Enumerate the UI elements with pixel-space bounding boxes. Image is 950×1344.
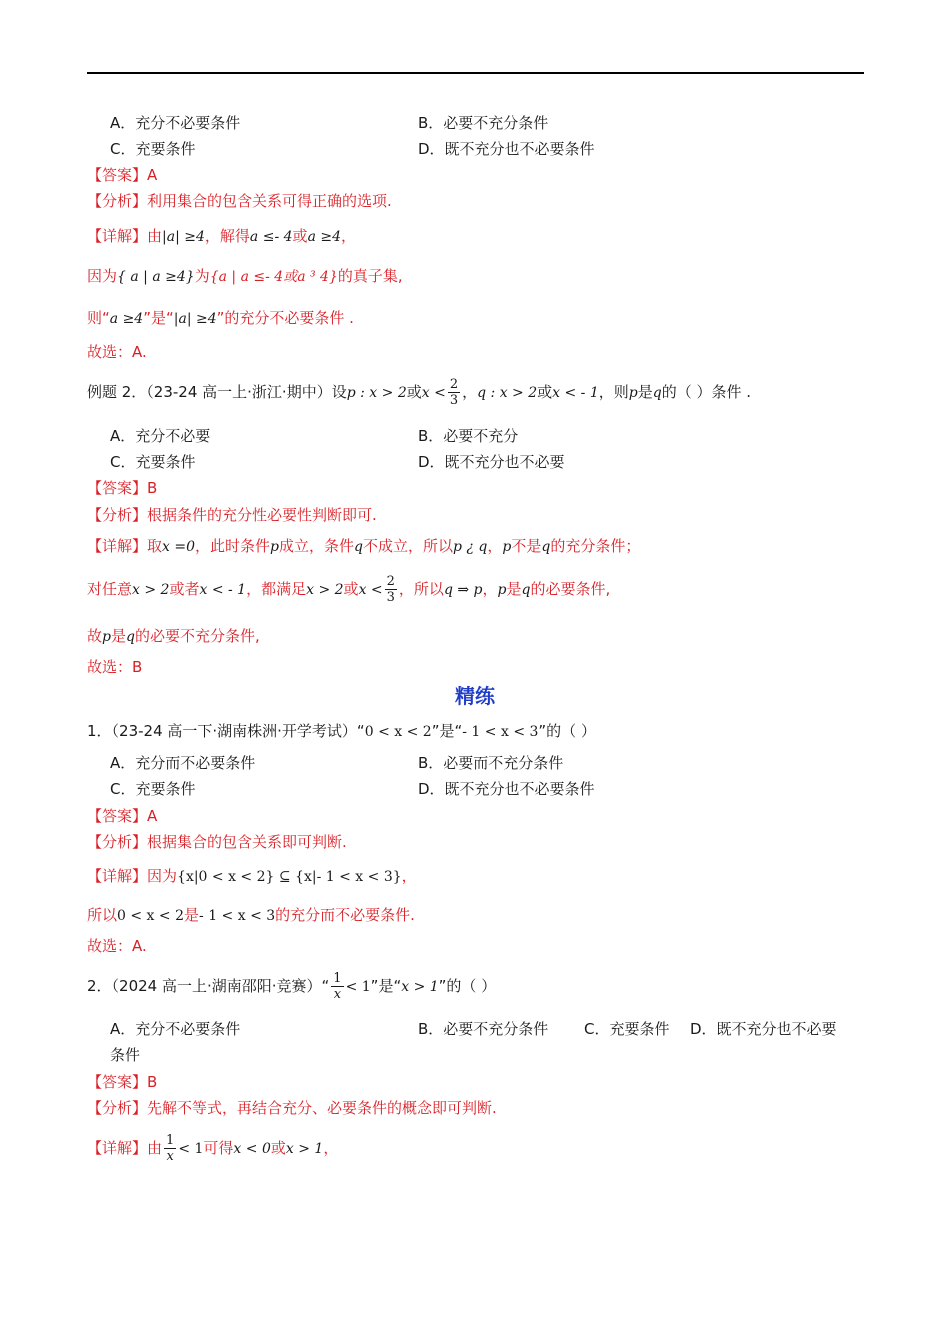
option-d: D．既不充分也不必要条件: [418, 140, 595, 158]
math-expr: q: [521, 582, 531, 598]
question-2-stem: [87, 966, 496, 1007]
detail-line: [87, 226, 356, 247]
detail-label: 【详解】: [87, 227, 148, 245]
detail-text: 或: [343, 580, 359, 598]
analysis-line: 【分析】利用集合的包含关系可得正确的选项.: [87, 192, 392, 210]
detail-text: ”是“: [143, 309, 174, 327]
math-expr: x < 0: [233, 1141, 271, 1157]
stem-text: ”是“: [431, 722, 463, 740]
answer-line: 【答案】A: [87, 166, 158, 184]
stem-text: ”的（ ）: [438, 977, 497, 995]
math-expr: p: [497, 582, 507, 598]
fraction-denominator: x: [333, 987, 342, 1002]
fraction: [385, 574, 397, 605]
detail-text: ，: [341, 227, 357, 245]
detail-text: 是: [184, 906, 200, 924]
stem-text: 2．（2024 高一上·湖南邵阳·竞赛）“: [87, 977, 330, 995]
option-b: B．必要而不充分条件: [418, 754, 564, 772]
detail-text: 的充分而不必要条件.: [275, 906, 415, 924]
math-expr: < 1: [178, 1141, 204, 1157]
fraction: [448, 377, 460, 408]
stem-text: 或: [406, 383, 422, 401]
detail-line: [87, 308, 354, 329]
conclusion-line: 故选：A.: [87, 937, 147, 955]
example-2-stem: [87, 374, 751, 411]
detail-text: ，: [487, 537, 503, 555]
conclusion-line: 故选：B: [87, 658, 143, 676]
math-expr: x =0: [162, 539, 196, 555]
detail-text: 的真子集,: [337, 267, 403, 285]
math-expr: 0 < x < 2: [117, 908, 184, 924]
detail-text: ”的充分不必要条件 .: [216, 309, 354, 327]
detail-text: 的必要不充分条件,: [134, 627, 260, 645]
fraction-numerator: 1: [333, 971, 342, 986]
fraction: [164, 1133, 176, 1164]
stem-text: 或: [537, 383, 553, 401]
stem-text: ，: [462, 383, 478, 401]
option-c: C．充要条件: [110, 140, 196, 158]
detail-text: 的充分条件；: [550, 537, 641, 555]
option-d: D．既不充分也不必要: [690, 1020, 837, 1038]
math-expr: { a | a ≥4}: [117, 269, 195, 285]
math-expr: q: [126, 629, 135, 645]
detail-text: 因为: [147, 867, 178, 885]
detail-text: 不是: [511, 537, 542, 555]
math-expr: p: [102, 629, 111, 645]
detail-text: 成立，条件: [279, 537, 355, 555]
math-expr: p: [628, 385, 638, 401]
detail-text: 所以: [87, 906, 118, 924]
math-expr: p : x > 2: [346, 385, 407, 401]
math-expr: {x|0 < x < 2} ⊆ {x|- 1 < x < 3}: [177, 869, 402, 885]
detail-text: ，: [482, 580, 498, 598]
option-c: C．充要条件: [110, 453, 196, 471]
option-a: A．充分不必要条件: [110, 1020, 241, 1038]
detail-line: [87, 905, 415, 926]
math-expr: |a| ≥4: [173, 311, 217, 327]
stem-text: ，则: [598, 383, 629, 401]
detail-line: [87, 266, 403, 287]
detail-text: 为: [194, 267, 210, 285]
math-expr: a ≥4: [307, 229, 341, 245]
math-expr: a ≤- 4: [249, 229, 293, 245]
math-expr: x > 1: [401, 979, 439, 995]
analysis-line: 【分析】根据集合的包含关系即可判断.: [87, 833, 347, 851]
math-expr: x < - 1: [552, 385, 599, 401]
analysis-line: 【分析】根据条件的充分性必要性判断即可.: [87, 506, 377, 524]
detail-line: [87, 569, 610, 610]
math-expr: q: [541, 539, 551, 555]
detail-text: 可得: [203, 1139, 234, 1157]
fraction-denominator: 3: [386, 590, 395, 605]
option-d: D．既不充分也不必要条件: [418, 780, 595, 798]
math-expr: |a| ≥4: [162, 229, 205, 245]
detail-text: ，都满足: [246, 580, 307, 598]
answer-line: 【答案】A: [87, 807, 158, 825]
math-expr: q ⇒ p: [443, 582, 483, 598]
option-b: B．必要不充分条件: [418, 1020, 549, 1038]
fraction-numerator: 1: [166, 1133, 175, 1148]
math-expr: x > 2: [306, 582, 344, 598]
detail-text: 或者: [169, 580, 200, 598]
option-b: B．必要不充分: [418, 427, 519, 445]
conclusion-line: 故选：A.: [87, 343, 147, 361]
math-expr: x > 2: [132, 582, 170, 598]
math-expr: a ≥4: [109, 311, 144, 327]
math-expr: < 1: [345, 979, 371, 995]
question-1-stem: [87, 721, 596, 742]
math-expr: q: [652, 385, 662, 401]
detail-line: [87, 1128, 338, 1169]
detail-label: 【详解】: [87, 1139, 148, 1157]
math-expr: q: [354, 539, 363, 555]
stem-text: ”的（ ）: [538, 722, 596, 740]
math-expr: x <: [358, 582, 383, 598]
option-a: A．充分不必要条件: [110, 114, 241, 132]
math-expr: - 1 < x < 3: [199, 908, 276, 924]
detail-line: [87, 536, 640, 557]
math-expr: p: [502, 539, 512, 555]
math-expr: p ¿ q: [453, 539, 488, 555]
fraction: [331, 971, 343, 1002]
math-expr: x < - 1: [199, 582, 247, 598]
option-d-continued: 条件: [110, 1046, 141, 1064]
section-heading: 精练: [455, 684, 495, 708]
detail-text: 是: [110, 627, 126, 645]
math-expr: q : x > 2: [477, 385, 538, 401]
math-expr: {a | a ≤- 4或a ³ 4}: [209, 269, 338, 285]
stem-text: 是: [637, 383, 653, 401]
detail-text: 故: [87, 627, 103, 645]
math-expr: 0 < x < 2: [364, 724, 432, 740]
option-c: C．充要条件: [110, 780, 196, 798]
option-c: C．充要条件: [584, 1020, 670, 1038]
header-rule: [87, 72, 864, 74]
math-expr: x > 1: [285, 1141, 324, 1157]
option-b: B．必要不充分条件: [418, 114, 549, 132]
detail-text: ，解得: [204, 227, 250, 245]
detail-text: 则“: [87, 309, 110, 327]
stem-text: 例题 2．（23-24 高一上·浙江·期中）设: [87, 383, 347, 401]
detail-text: ，: [323, 1139, 339, 1157]
detail-text: ，所以: [398, 580, 444, 598]
detail-text: 取: [147, 537, 163, 555]
math-expr: x <: [421, 385, 446, 401]
answer-line: 【答案】B: [87, 479, 158, 497]
detail-text: ，: [401, 867, 417, 885]
fraction-numerator: 2: [449, 377, 459, 392]
option-a: A．充分不必要: [110, 427, 211, 445]
fraction-denominator: 3: [449, 393, 459, 408]
detail-text: 对任意: [87, 580, 133, 598]
detail-text: 不成立，所以: [362, 537, 453, 555]
detail-text: 由: [147, 1139, 163, 1157]
detail-label: 【详解】: [87, 537, 148, 555]
math-expr: - 1 < x < 3: [462, 724, 539, 740]
detail-text: 是: [506, 580, 522, 598]
detail-text: 或: [292, 227, 308, 245]
fraction-denominator: x: [166, 1149, 174, 1164]
stem-text: ”是“: [370, 977, 402, 995]
answer-line: 【答案】B: [87, 1073, 158, 1091]
fraction-numerator: 2: [386, 574, 395, 589]
analysis-line: 【分析】先解不等式，再结合充分、必要条件的概念即可判断.: [87, 1099, 497, 1117]
detail-text: 因为: [87, 267, 118, 285]
option-a: A．充分而不必要条件: [110, 754, 256, 772]
detail-text: 由: [147, 227, 163, 245]
detail-text: ，此时条件: [195, 537, 271, 555]
detail-line: [87, 866, 417, 887]
detail-line: [87, 626, 260, 647]
stem-text: 的（ ）条件 .: [661, 383, 752, 401]
detail-text: 或: [270, 1139, 286, 1157]
stem-text: 1．（23-24 高一下·湖南株洲·开学考试）“: [87, 722, 365, 740]
detail-label: 【详解】: [87, 867, 148, 885]
option-d: D．既不充分也不必要: [418, 453, 565, 471]
math-expr: p: [270, 539, 279, 555]
detail-text: 的必要条件,: [530, 580, 611, 598]
